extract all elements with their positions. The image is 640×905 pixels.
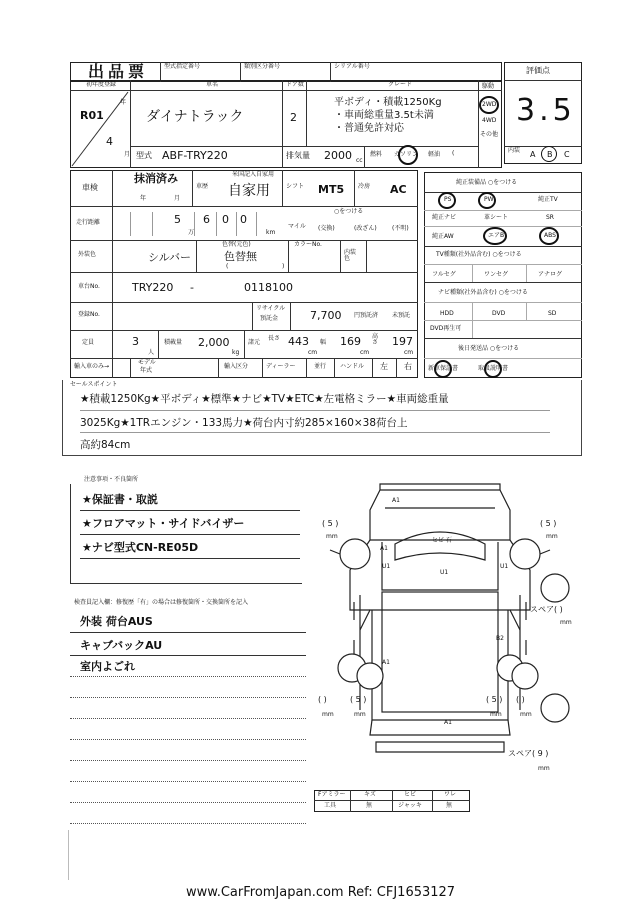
import-dealer: ディーラー bbox=[266, 363, 296, 370]
dvd-play-label: DVD再生可 bbox=[430, 325, 462, 332]
mileage-d4: 0 bbox=[240, 213, 247, 226]
sales-line2: 3025Kg★1TRエンジン・133馬力★荷台内寸約285×160×38荷台上 bbox=[80, 417, 408, 429]
mileage-check-label: ○をつける bbox=[334, 208, 364, 215]
inspection-year-unit: 年 bbox=[140, 195, 147, 202]
diag-a1-top: A1 bbox=[392, 497, 400, 504]
recycle-value: 7,700 bbox=[310, 309, 342, 322]
tire-rl1-mm: mm bbox=[322, 711, 334, 718]
grade-line1: 平ボディ・積載1250Kg bbox=[334, 97, 442, 108]
tire-rr1: ( 5 ) bbox=[486, 695, 503, 704]
load-value: 2,000 bbox=[198, 336, 230, 349]
tv-fullseg: フルセグ bbox=[432, 271, 456, 278]
cc-label: 排気量 bbox=[286, 151, 310, 160]
int-a: A bbox=[530, 150, 536, 159]
after-warranty-circle bbox=[434, 360, 452, 378]
mileage-mile: マイル bbox=[288, 223, 306, 230]
persons-value: 3 bbox=[132, 335, 139, 348]
reg-month-unit: 月 bbox=[124, 151, 131, 158]
import-year-label2: 年式 bbox=[140, 367, 153, 374]
navi-sd: SD bbox=[548, 310, 557, 317]
tv-analog: アナログ bbox=[538, 271, 563, 278]
mileage-km: km bbox=[266, 229, 276, 236]
wid-unit: cm bbox=[360, 349, 370, 356]
option-abs-circle bbox=[539, 227, 559, 245]
tire-rr1-mm: mm bbox=[490, 711, 502, 718]
usage-value: 自家用 bbox=[228, 183, 270, 199]
hei-unit: cm bbox=[404, 349, 414, 356]
after-label: 後日発送品 ○をつける bbox=[458, 345, 520, 352]
spare2-label: スペア bbox=[508, 749, 532, 758]
option-ab-circle bbox=[483, 227, 507, 245]
drive-4wd: 4WD bbox=[482, 117, 497, 124]
shift-label: シフト bbox=[286, 183, 305, 190]
reg-year-unit: 年 bbox=[120, 99, 127, 106]
tire-fl: ( 5 ) bbox=[322, 519, 339, 528]
reg-label: 初年度登録 bbox=[86, 81, 117, 88]
int-b-circle bbox=[541, 146, 557, 162]
legend-r2: 無 bbox=[366, 802, 373, 809]
inspector-item-1: 外装 荷台AUS bbox=[80, 615, 153, 628]
sales-line1: ★積載1250Kg★平ボディ★標準★ナビ★TV★ETC★左電格ミラー★車両総重量 bbox=[80, 393, 449, 405]
inspection-status: 抹消済み bbox=[134, 172, 178, 185]
legend-h2: キズ bbox=[364, 791, 376, 798]
tire-rr2-mm: mm bbox=[520, 711, 532, 718]
car-name-label: 車名 bbox=[206, 81, 219, 88]
fuel-paren: ( bbox=[452, 150, 455, 157]
after-manual: 取扱説明書 bbox=[478, 365, 509, 372]
color-value: シルバー bbox=[148, 251, 191, 264]
class-label: 類別区分番号 bbox=[244, 63, 281, 70]
tv-type-label: TV種類(社外品含む) ○をつける bbox=[436, 251, 522, 258]
serial-label: シリアル番号 bbox=[334, 63, 370, 70]
color-orig-label: 色替(元色) bbox=[222, 241, 251, 248]
diag-bed-label: ヒビ 石 bbox=[432, 537, 452, 544]
recycle-label1: リサイクル bbox=[256, 305, 286, 312]
persons-unit: 人 bbox=[148, 349, 155, 356]
diag-a1-left: A1 bbox=[382, 659, 390, 666]
tire-rl2-value: 5 bbox=[355, 695, 361, 704]
inspector-item-2: キャブバックAU bbox=[80, 639, 163, 652]
grade-line2: ・車両総重量3.5t未満 bbox=[334, 110, 434, 121]
import-label: 輸入車のみ→ bbox=[74, 363, 110, 370]
hei-label: 高さ bbox=[372, 333, 379, 346]
diag-u1-center: U1 bbox=[440, 569, 449, 576]
inspection-month-unit: 月 bbox=[174, 195, 181, 202]
type-value: ABF-TRY220 bbox=[162, 149, 228, 162]
wid-label: 幅 bbox=[320, 339, 327, 346]
handle-right: 右 bbox=[404, 362, 412, 371]
sales-line3: 高約84cm bbox=[80, 439, 131, 451]
color-orig-value: 色替無 bbox=[224, 250, 257, 263]
tire-fr-mm: mm bbox=[546, 533, 558, 540]
option-pw: PW bbox=[484, 196, 494, 203]
cc-unit: cc bbox=[356, 157, 363, 164]
grade-label: グレード bbox=[388, 81, 413, 88]
legend-h3: ヒビ bbox=[404, 791, 417, 798]
spare2-mm: mm bbox=[538, 765, 550, 772]
spare2-value: 9 bbox=[537, 749, 543, 758]
color-label: 外装色 bbox=[78, 251, 97, 258]
tv-oneseg: ワンセグ bbox=[484, 271, 509, 278]
navi-dvd: DVD bbox=[492, 310, 506, 317]
legend-r1: 工具 bbox=[324, 802, 337, 809]
legend-h4: ワレ bbox=[444, 791, 457, 798]
option-aw: 純正AW bbox=[432, 233, 454, 240]
usage-note-label: 米国記入自家用 bbox=[232, 171, 275, 178]
car-name: ダイナトラック bbox=[146, 109, 244, 125]
mileage-tamper: (改ざん) bbox=[354, 225, 377, 232]
drive-other: その他 bbox=[480, 131, 499, 138]
spare1-label: スペア bbox=[530, 605, 554, 614]
option-seat: 革シート bbox=[484, 214, 509, 221]
tire-fr: ( 5 ) bbox=[540, 519, 557, 528]
chassis-prefix: TRY220 bbox=[132, 281, 174, 294]
grade-line3: ・普通免許対応 bbox=[334, 123, 404, 134]
mileage-exchange: (交換) bbox=[318, 225, 335, 232]
reg-month: 4 bbox=[106, 135, 113, 148]
mileage-man: 万 bbox=[188, 229, 195, 236]
option-sr: SR bbox=[546, 214, 554, 221]
ac-label: 冷房 bbox=[358, 183, 371, 190]
after-manual-circle bbox=[484, 360, 502, 378]
mileage-label: 走行距離 bbox=[76, 219, 101, 226]
reg-era: R01 bbox=[80, 109, 104, 122]
tire-rl1: ( ) bbox=[318, 695, 327, 704]
mileage-d2: 6 bbox=[203, 213, 210, 226]
diag-u1-left: U1 bbox=[382, 563, 391, 570]
option-abs: ABS bbox=[544, 232, 556, 239]
option-pw-circle bbox=[478, 192, 496, 209]
note-item-3: ★ナビ型式CN-RE05D bbox=[82, 541, 199, 554]
legend-r3: ジャッキ bbox=[398, 802, 422, 809]
diag-a1-mid: A1 bbox=[380, 545, 388, 552]
spare1-mm: mm bbox=[560, 619, 572, 626]
import-year-label1: モデル bbox=[138, 359, 156, 366]
recycle-unit: 円預託済 bbox=[354, 312, 379, 319]
option-ps: PS bbox=[444, 196, 452, 203]
int-c: C bbox=[564, 150, 570, 159]
len-value: 443 bbox=[288, 335, 309, 348]
tire-rl2: ( 5 ) bbox=[350, 695, 367, 704]
after-warranty: 新車保証書 bbox=[428, 365, 459, 372]
handle-left: 左 bbox=[380, 362, 388, 371]
registration-label: 登録No. bbox=[78, 311, 100, 318]
chassis-label: 車台No. bbox=[78, 283, 100, 290]
tire-fr-value: 5 bbox=[545, 519, 551, 528]
notes-label: 注意事項・不良箇所 bbox=[84, 476, 139, 483]
ac-value: AC bbox=[390, 183, 407, 196]
inspector-item-3: 室内よごれ bbox=[80, 660, 135, 673]
mileage-unknown: (不明) bbox=[392, 225, 409, 232]
legend-h1: Fアミラー bbox=[318, 791, 346, 798]
doors-label: ドア数 bbox=[286, 81, 304, 88]
navi-hdd: HDD bbox=[440, 310, 454, 317]
color-no-label: カラーNo. bbox=[294, 241, 322, 248]
mileage-d1: 5 bbox=[174, 213, 181, 226]
diag-b2: B2 bbox=[496, 635, 504, 642]
fuel-gas: ガソリン bbox=[394, 151, 419, 158]
spare1: スペア( ) bbox=[530, 605, 563, 614]
load-unit: kg bbox=[232, 349, 240, 356]
dim-label: 諸元 bbox=[248, 339, 261, 346]
chassis-dash: - bbox=[190, 281, 194, 294]
option-ps-circle bbox=[438, 192, 456, 209]
fuel-gas-circle bbox=[398, 145, 418, 165]
capacity-label: 定員 bbox=[82, 339, 95, 346]
inspector-label: 検査員記入欄：修復歴「有」の場合は修復箇所・交換箇所を記入 bbox=[74, 599, 249, 606]
legend-r4: 無 bbox=[446, 802, 453, 809]
len-label: 長さ bbox=[268, 335, 281, 342]
import-parallel: 並行 bbox=[314, 363, 327, 370]
fuel-label: 燃料 bbox=[370, 151, 383, 158]
tire-rr1-value: 5 bbox=[491, 695, 497, 704]
option-tv: 純正TV bbox=[538, 196, 558, 203]
spare2: スペア( 9 ) bbox=[508, 749, 549, 758]
color-paren-open: ( bbox=[226, 263, 229, 270]
fuel-light: 軽油 bbox=[428, 151, 441, 158]
int-b: B bbox=[547, 150, 553, 159]
diag-a1-bottom: A1 bbox=[444, 719, 452, 726]
options-factory-label: 純正装備品 ○をつける bbox=[456, 179, 518, 186]
interior-label: 内装 bbox=[508, 147, 521, 154]
type-label: 型式 bbox=[136, 151, 152, 160]
navi-type-label: ナビ種類(社外品含む) ○をつける bbox=[438, 289, 528, 296]
tire-rr2: ( ) bbox=[516, 695, 525, 704]
tire-rl2-mm: mm bbox=[354, 711, 366, 718]
score-label: 評価点 bbox=[526, 66, 550, 75]
len-unit: cm bbox=[308, 349, 318, 356]
drive-2wd: 2WD bbox=[482, 101, 497, 108]
import-class-label: 輸入区分 bbox=[224, 363, 249, 370]
shift-value: MT5 bbox=[318, 183, 345, 196]
note-item-1: ★保証書・取説 bbox=[82, 493, 158, 506]
drive-label: 駆動 bbox=[482, 83, 495, 90]
mileage-d3: 0 bbox=[222, 213, 229, 226]
chassis-number: 0118100 bbox=[244, 281, 293, 294]
load-label: 積載量 bbox=[164, 339, 183, 346]
note-item-2: ★フロアマット・サイドバイザー bbox=[82, 517, 245, 530]
doors-value: 2 bbox=[290, 111, 297, 124]
drive-2wd-circle bbox=[479, 96, 499, 114]
recycle-unpaid: 未預託 bbox=[392, 312, 411, 319]
handle-label: ハンドル bbox=[340, 363, 365, 370]
option-ab: エアB bbox=[488, 232, 505, 239]
footer-watermark: www.CarFromJapan.com Ref: CFJ1653127 bbox=[186, 885, 456, 900]
usage-label: 車歴 bbox=[196, 183, 209, 190]
tire-fl-mm: mm bbox=[326, 533, 338, 540]
score-value: 3.5 bbox=[516, 93, 576, 128]
sheet-title: 出品票 bbox=[88, 62, 149, 81]
cc-value: 2000 bbox=[324, 149, 352, 162]
sales-label: セールスポイント bbox=[70, 381, 118, 388]
recycle-label2: 預託金 bbox=[260, 315, 279, 322]
tire-fl-value: 5 bbox=[327, 519, 333, 528]
wid-value: 169 bbox=[340, 335, 361, 348]
model-code-label: 型式指定番号 bbox=[164, 63, 201, 70]
hei-value: 197 bbox=[392, 335, 413, 348]
diag-u1-right: U1 bbox=[500, 563, 509, 570]
inspection-label: 車検 bbox=[82, 183, 98, 192]
interior-color-label: 内装色 bbox=[344, 249, 357, 262]
option-navi: 純正ナビ bbox=[432, 214, 457, 221]
color-paren-close: ) bbox=[282, 263, 285, 270]
